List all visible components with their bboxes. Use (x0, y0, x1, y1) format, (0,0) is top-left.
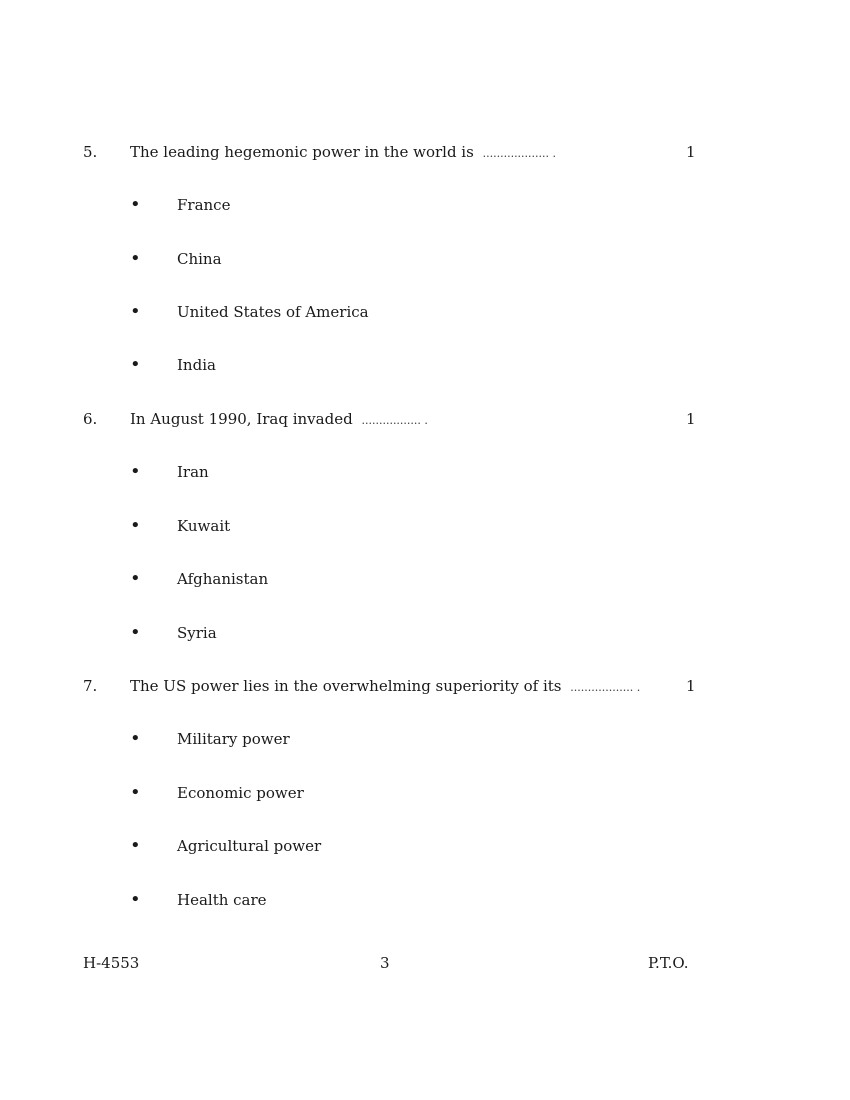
option-text: United States of America (177, 303, 369, 321)
question-number: 5. (83, 143, 98, 161)
option-item (0, 728, 850, 750)
option-item (0, 354, 850, 376)
bullet-icon: • (130, 835, 141, 856)
bullet-icon: • (130, 301, 141, 322)
option-item (0, 568, 850, 590)
option-text: Agricultural power (177, 837, 322, 855)
option-text: Health care (177, 891, 267, 909)
question-number: 7. (83, 677, 98, 695)
option-text: Kuwait (177, 517, 231, 535)
question-text (130, 675, 640, 699)
bullet-icon: • (130, 728, 141, 749)
answer-blank: ................... . (482, 147, 557, 160)
page-footer (0, 952, 850, 974)
option-text: Military power (177, 730, 290, 748)
option-item (0, 515, 850, 537)
option-item (0, 301, 850, 323)
answer-blank: ................. . (361, 414, 428, 427)
question-prompt: In August 1990, Iraq invaded (130, 410, 353, 428)
please-turn-over: P.T.O. (648, 954, 689, 972)
bullet-icon: • (130, 354, 141, 375)
paper-code: H-4553 (83, 954, 140, 972)
question-7 (0, 675, 850, 697)
bullet-icon: • (130, 889, 141, 910)
option-text: France (177, 196, 231, 214)
option-text: Economic power (177, 784, 304, 802)
question-marks: 1 (686, 410, 696, 428)
question-6 (0, 408, 850, 430)
question-text (130, 408, 428, 432)
question-marks: 1 (686, 677, 696, 695)
option-text: Afghanistan (177, 570, 269, 588)
option-item (0, 622, 850, 644)
page-number: 3 (380, 954, 390, 972)
question-prompt: The leading hegemonic power in the world is (130, 143, 474, 161)
option-text: China (177, 250, 222, 268)
bullet-icon: • (130, 622, 141, 643)
option-text: Iran (177, 463, 209, 481)
bullet-icon: • (130, 461, 141, 482)
option-item (0, 194, 850, 216)
question-prompt: The US power lies in the overwhelming superiority of its (130, 677, 562, 695)
bullet-icon: • (130, 194, 141, 215)
option-item (0, 889, 850, 911)
bullet-icon: • (130, 782, 141, 803)
question-number: 6. (83, 410, 98, 428)
question-marks: 1 (686, 143, 696, 161)
option-item (0, 461, 850, 483)
question-5 (0, 141, 850, 163)
bullet-icon: • (130, 248, 141, 269)
option-item (0, 835, 850, 857)
option-item (0, 248, 850, 270)
answer-blank: .................. . (570, 681, 641, 694)
option-text: India (177, 356, 216, 374)
option-item (0, 782, 850, 804)
option-text: Syria (177, 624, 217, 642)
bullet-icon: • (130, 568, 141, 589)
question-text (130, 141, 556, 165)
bullet-icon: • (130, 515, 141, 536)
